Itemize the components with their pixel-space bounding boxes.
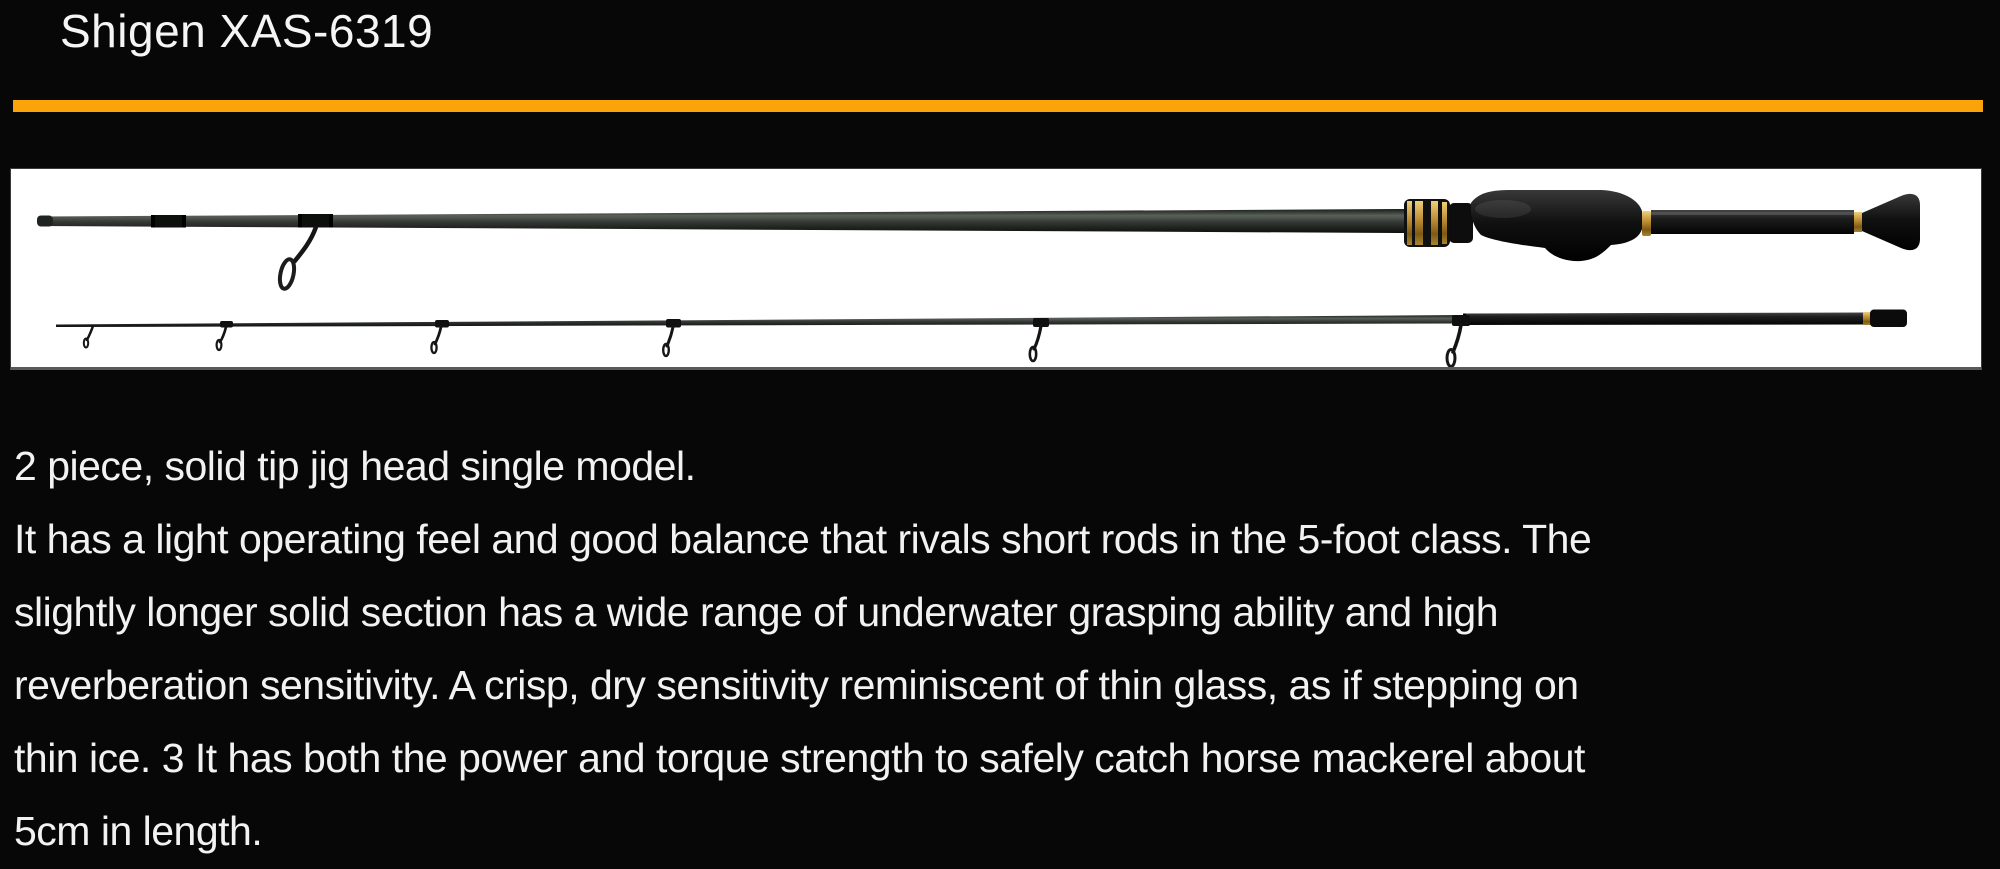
reel-seat-gold-rings [1404,199,1450,247]
guide-blade [294,227,316,262]
tip-guide [84,326,93,348]
reel-seat-gold-accent [1642,211,1651,236]
product-photo-banner [10,168,1982,370]
description-line: 2 piece, solid tip jig head single model. [14,443,696,489]
rear-grip [1651,210,1854,234]
description-line: It has a light operating feel and good balance that rivals short rods in the 5-foot class. The [14,516,1592,562]
lower-rod-joint-section [1463,313,1865,326]
ferrule-gold-band [1863,312,1871,325]
description-line: slightly longer solid section has a wide range of underwater grasping ability and high [14,589,1499,635]
accent-divider-bar [13,100,1983,112]
rod-product-photo [11,169,1981,367]
guide-ring [278,258,297,290]
description-line: reverberation sensitivity. A crisp, dry sensitivity reminiscent of thin glass, as if stepping on [14,662,1579,708]
upper-rod-blank [39,209,1405,233]
ferrule-end-cap [1870,310,1907,328]
rod-tip-section [56,310,1907,367]
description-line: 5cm in length. [14,808,263,854]
reel-seat [1449,190,1651,261]
page-title: Shigen XAS-6319 [60,5,434,57]
product-description [14,430,1591,868]
description-line: thin ice. 3 It has both the power and torque strength to safely catch horse mackerel about [14,735,1585,781]
lower-rod-blank [56,315,1465,327]
rod-butt-section [37,190,1920,290]
butt-cap [1862,194,1920,250]
butt-cap-gold-band [1854,212,1862,232]
thread-wrap-band [151,215,186,228]
upper-rod-tip-end [37,216,53,227]
